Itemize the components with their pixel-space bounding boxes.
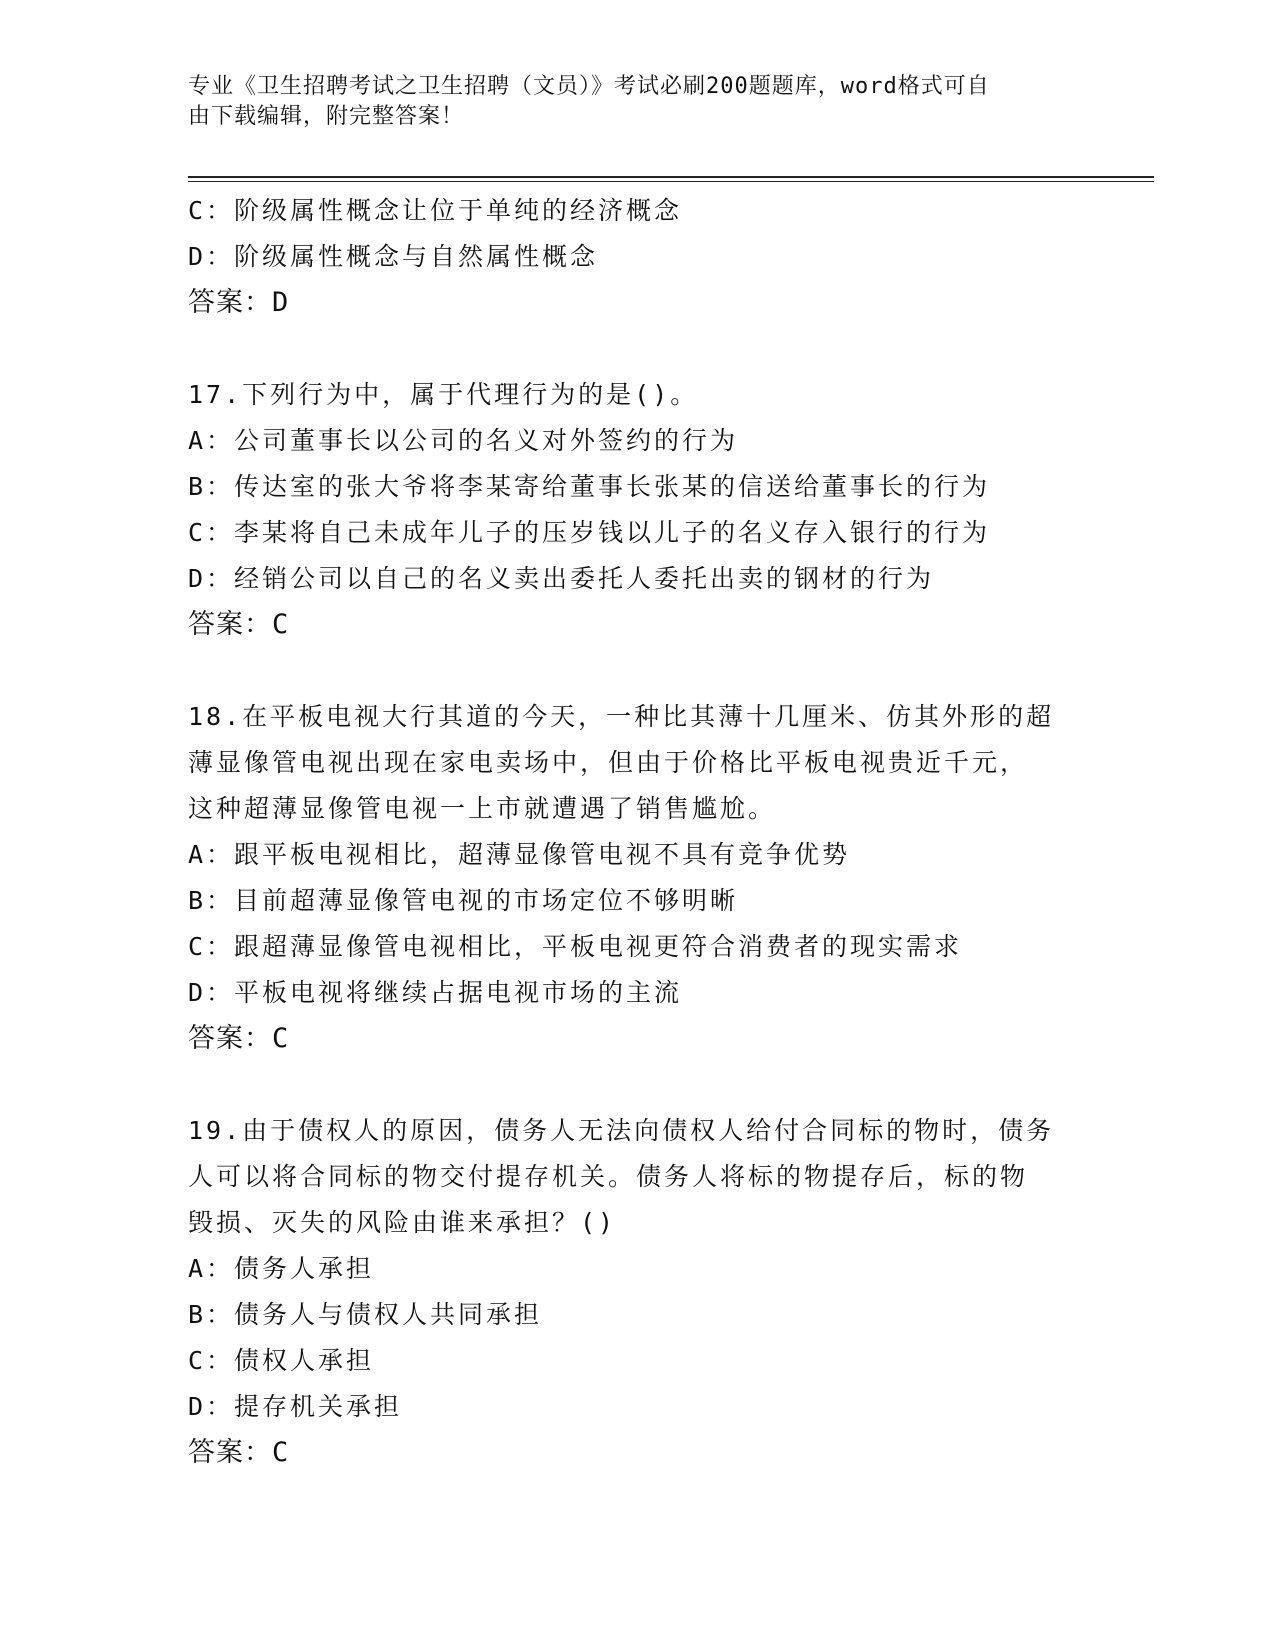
option-b: B：目前超薄显像管电视的市场定位不够明晰 bbox=[188, 886, 739, 915]
question-line: 人可以将合同标的物交付提存机关。债务人将标的物提存后，标的物 bbox=[188, 1162, 1029, 1191]
question-line: 毁损、灭失的风险由谁来承担？() bbox=[188, 1208, 617, 1237]
option-d: D：经销公司以自己的名义卖出委托人委托出卖的钢材的行为 bbox=[188, 564, 935, 593]
option-c: C：李某将自己未成年儿子的压岁钱以儿子的名义存入银行的行为 bbox=[188, 518, 991, 547]
question-text bbox=[188, 1108, 1088, 1246]
option-b: B：传达室的张大爷将李某寄给董事长张某的信送给董事长的行为 bbox=[188, 472, 991, 501]
question-text bbox=[188, 372, 1088, 418]
answer-line: 答案：C bbox=[188, 609, 290, 640]
option-a: A：跟平板电视相比，超薄显像管电视不具有竞争优势 bbox=[188, 840, 851, 869]
question-block-18 bbox=[188, 694, 1088, 1062]
option-c: C：阶级属性概念让位于单纯的经济概念 bbox=[188, 196, 683, 225]
answer-line: 答案：D bbox=[188, 287, 290, 318]
option-a: A：公司董事长以公司的名义对外签约的行为 bbox=[188, 426, 739, 455]
document-header bbox=[188, 72, 1068, 132]
option-a: A：债务人承担 bbox=[188, 1254, 375, 1283]
question-block-19 bbox=[188, 1108, 1088, 1476]
question-block-17 bbox=[188, 372, 1088, 648]
question-text bbox=[188, 694, 1088, 832]
answer-line: 答案：C bbox=[188, 1023, 290, 1054]
spacer bbox=[188, 648, 1088, 694]
question-line: 17.下列行为中，属于代理行为的是()。 bbox=[188, 380, 699, 409]
spacer bbox=[188, 326, 1088, 372]
header-title-line-1: 专业《卫生招聘考试之卫生招聘（文员）》考试必刷200题题库，word格式可自 bbox=[188, 74, 990, 99]
option-d: D：提存机关承担 bbox=[188, 1392, 403, 1421]
answer-line: 答案：C bbox=[188, 1437, 290, 1468]
option-c: C：跟超薄显像管电视相比，平板电视更符合消费者的现实需求 bbox=[188, 932, 963, 961]
header-title-line-2: 由下载编辑，附完整答案！ bbox=[188, 104, 465, 129]
option-d: D：阶级属性概念与自然属性概念 bbox=[188, 242, 599, 271]
header-divider-thin bbox=[188, 181, 1154, 182]
question-line: 薄显像管电视出现在家电卖场中，但由于价格比平板电视贵近千元， bbox=[188, 748, 1029, 777]
option-d: D：平板电视将继续占据电视市场的主流 bbox=[188, 978, 683, 1007]
spacer bbox=[188, 1062, 1088, 1108]
question-line: 18.在平板电视大行其道的今天，一种比其薄十几厘米、仿其外形的超 bbox=[188, 702, 1055, 731]
question-line: 19.由于债权人的原因，债务人无法向债权人给付合同标的物时，债务 bbox=[188, 1116, 1055, 1145]
question-block-prev bbox=[188, 188, 1088, 326]
header-divider-thick bbox=[188, 176, 1154, 178]
document-body bbox=[188, 188, 1088, 1476]
question-line: 这种超薄显像管电视一上市就遭遇了销售尴尬。 bbox=[188, 794, 777, 823]
option-c: C：债权人承担 bbox=[188, 1346, 375, 1375]
option-b: B：债务人与债权人共同承担 bbox=[188, 1300, 543, 1329]
